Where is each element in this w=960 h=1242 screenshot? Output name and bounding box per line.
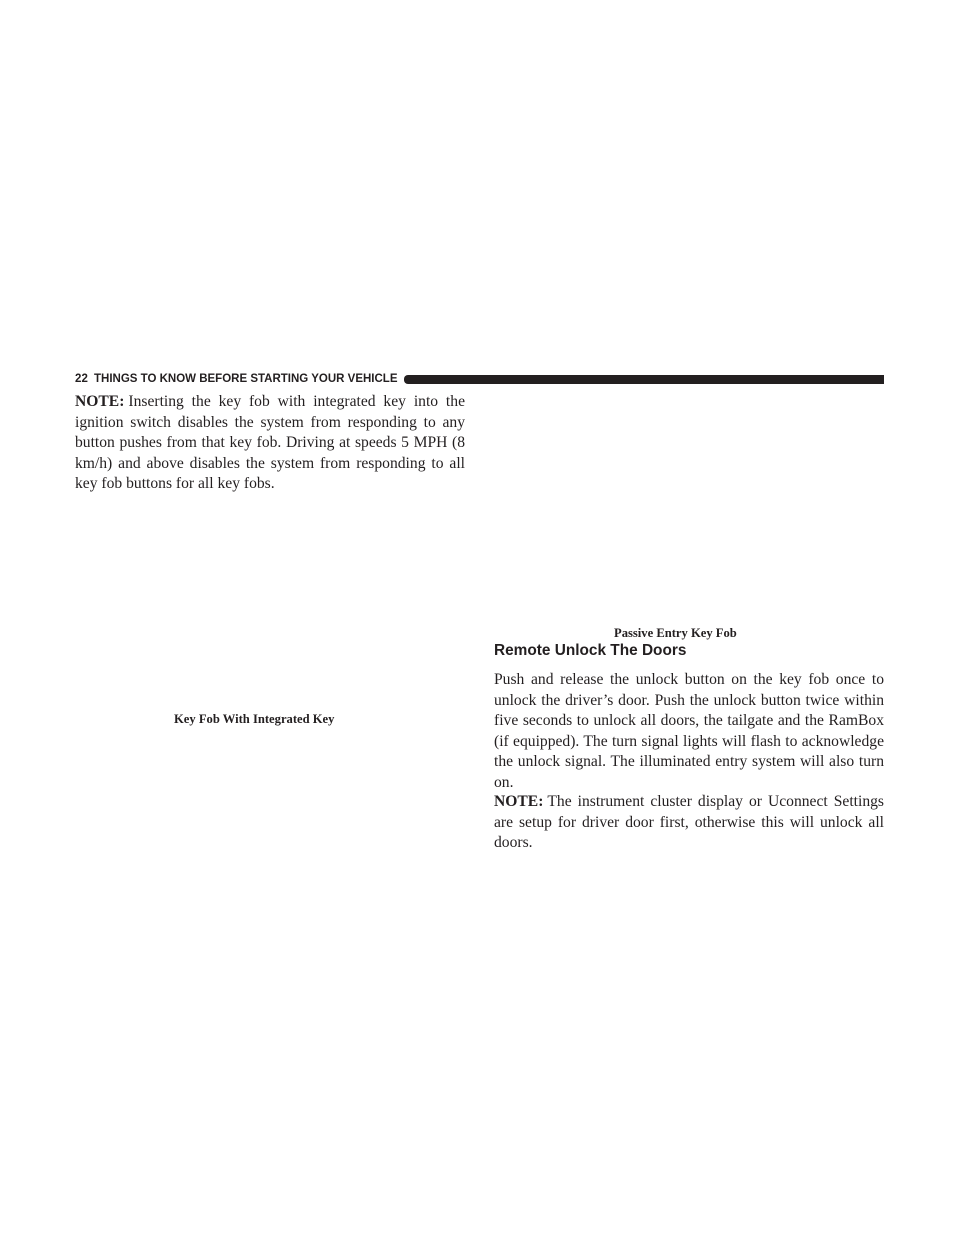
passive-entry-key-fob-figure xyxy=(494,390,884,615)
remote-unlock-body: Push and release the unlock button on the key fob once to unlock the driver’s door. Push the unlock button twice within five seconds to unlock all doors, the tailgate and the RamBox (if equipped). The turn signal lights will flash to acknowledge the unlock signal. The illuminated entry system will also turn on. xyxy=(494,671,884,791)
heading-remote-unlock: Remote Unlock The Doors xyxy=(494,642,687,659)
page-header xyxy=(75,371,884,387)
figure-caption-passive-entry-key-fob: Passive Entry Key Fob xyxy=(614,626,737,640)
section-title: THINGS TO KNOW BEFORE STARTING YOUR VEHICLE xyxy=(94,373,398,385)
note-label: NOTE: xyxy=(494,793,544,810)
note-text: The instrument cluster display or Uconnect Settings are setup for driver door first, otherwise this will unlock all doors. xyxy=(494,793,884,851)
note-inserting-key-fob xyxy=(75,392,465,495)
note-uconnect-settings xyxy=(494,792,884,854)
key-fob-integrated-key-figure xyxy=(75,500,465,705)
header-rule xyxy=(404,375,885,384)
figure-caption-key-fob-integrated-key: Key Fob With Integrated Key xyxy=(174,712,335,726)
note-label: NOTE: xyxy=(75,393,125,410)
note-text: Inserting the key fob with integrated key into the ignition switch disables the system from responding to any button pushes from that key fob. Driving at speeds 5 MPH (8 km/h) and above disables the system from responding to all key fob buttons for all key fobs. xyxy=(75,393,465,492)
page-number: 22 xyxy=(75,373,88,385)
